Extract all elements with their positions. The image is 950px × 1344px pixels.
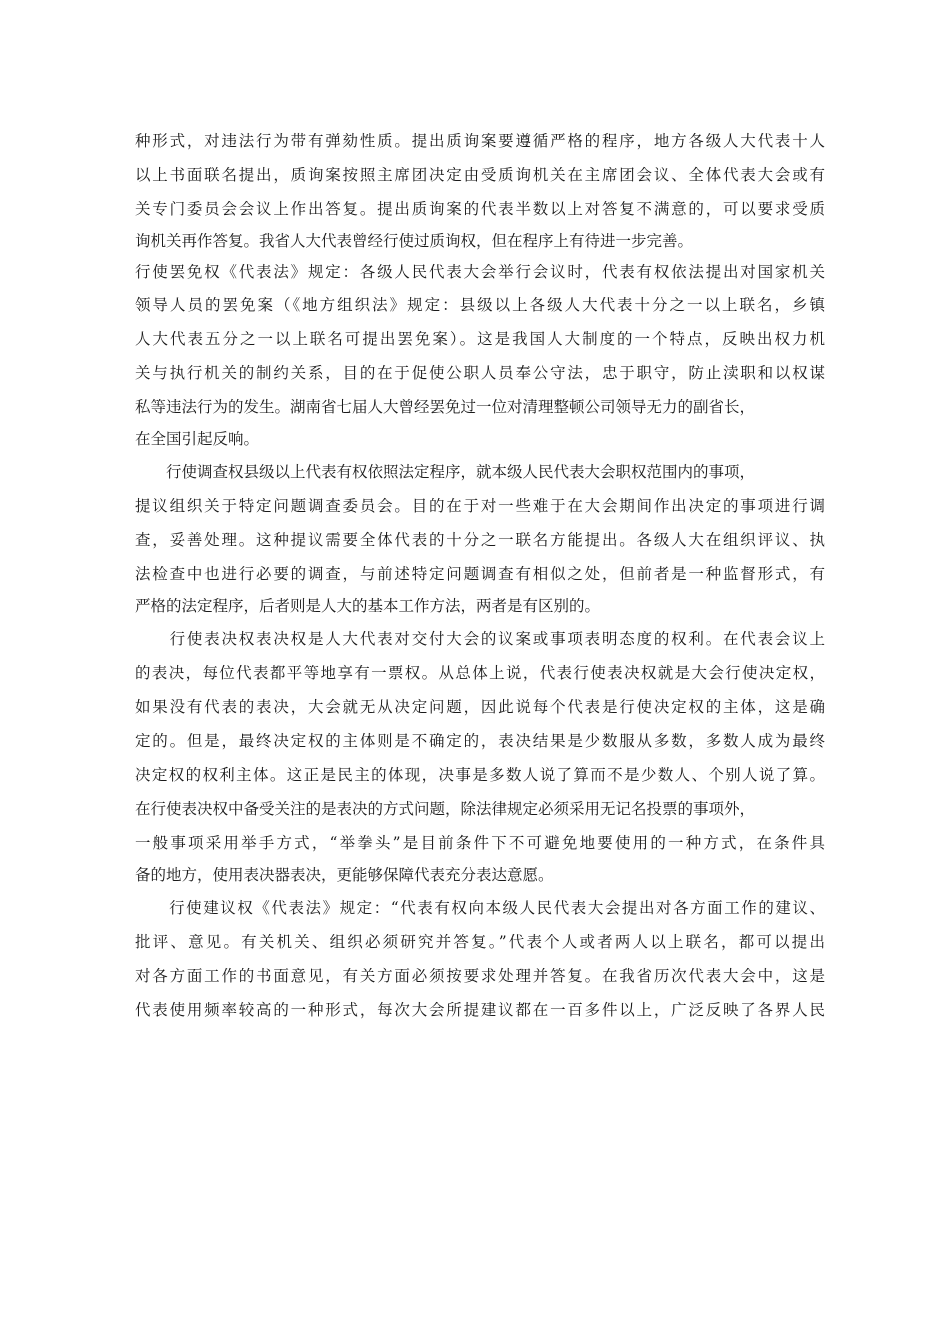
text-line: 种形式，对违法行为带有弹劾性质。提出质询案要遵循严格的程序，地方各级人大代表十人: [135, 132, 825, 150]
text-line: 在行使表决权中备受关注的是表决的方式问题，除法律规定必须采用无记名投票的事项外，: [135, 800, 756, 818]
text-line: 在全国引起反响。: [135, 430, 260, 448]
document-body: [135, 124, 825, 1027]
text-line: 行使建议权《代表法》规定：“代表有权向本级人民代表大会提出对各方面工作的建议、: [135, 899, 825, 917]
text-line: 如果没有代表的表决，大会就无从决定问题，因此说每个代表是行使决定权的主体，这是确: [135, 698, 825, 716]
text-line: 关专门委员会会议上作出答复。提出质询案的代表半数以上对答复不满意的，可以要求受质: [135, 200, 825, 218]
text-line: 的表决，每位代表都平等地享有一票权。从总体上说，代表行使表决权就是大会行使决定权，: [135, 664, 825, 682]
text-line: 私等违法行为的发生。湖南省七届人大曾经罢免过一位对清理整顿公司领导无力的副省长，: [135, 398, 756, 416]
text-line: 行使表决权表决权是人大代表对交付大会的议案或事项表明态度的权利。在代表会议上: [135, 630, 825, 648]
text-line: 查，妥善处理。这种提议需要全体代表的十分之一联名方能提出。各级人大在组织评议、执: [135, 531, 825, 549]
text-line: 人大代表五分之一以上联名可提出罢免案）。这是我国人大制度的一个特点，反映出权力机: [135, 330, 825, 348]
text-line: 严格的法定程序，后者则是人大的基本工作方法，两者是有区别的。: [135, 597, 601, 615]
text-line: 行使调查权县级以上代表有权依照法定程序，就本级人民代表大会职权范围内的事项，: [135, 463, 756, 481]
text-line: 行使罢免权《代表法》规定：各级人民代表大会举行会议时，代表有权依法提出对国家机关: [135, 263, 825, 281]
text-line: 提议组织关于特定问题调查委员会。目的在于对一些难于在大会期间作出决定的事项进行调: [135, 497, 825, 515]
text-line: 询机关再作答复。我省人大代表曾经行使过质询权，但在程序上有待进一步完善。: [135, 232, 694, 250]
text-line: 备的地方，使用表决器表决，更能够保障代表充分表达意愿。: [135, 866, 554, 884]
text-line: 代表使用频率较高的一种形式，每次大会所提建议都在一百多件以上，广泛反映了各界人民: [135, 1001, 825, 1019]
text-line: 定的。但是，最终决定权的主体则是不确定的，表决结果是少数服从多数，多数人成为最终: [135, 732, 825, 750]
text-line: 对各方面工作的书面意见，有关方面必须按要求处理并答复。在我省历次代表大会中，这是: [135, 967, 825, 985]
text-line: 领导人员的罢免案（《地方组织法》规定：县级以上各级人大代表十分之一以上联名，乡镇: [135, 296, 825, 314]
text-line: 以上书面联名提出，质询案按照主席团决定由受质询机关在主席团会议、全体代表大会或有: [135, 166, 825, 184]
text-line: 决定权的权利主体。这正是民主的体现，决事是多数人说了算而不是少数人、个别人说了算。: [135, 766, 825, 784]
text-line: 一般事项采用举手方式，“举拳头”是目前条件下不可避免地要使用的一种方式，在条件具: [135, 834, 825, 852]
text-line: 法检查中也进行必要的调查，与前述特定问题调查有相似之处，但前者是一种监督形式，有: [135, 565, 825, 583]
text-line: 批评、意见。有关机关、组织必须研究并答复。”代表个人或者两人以上联名，都可以提出: [135, 933, 825, 951]
text-line: 关与执行机关的制约关系，目的在于促使公职人员奉公守法，忠于职守，防止渎职和以权谋: [135, 364, 825, 382]
